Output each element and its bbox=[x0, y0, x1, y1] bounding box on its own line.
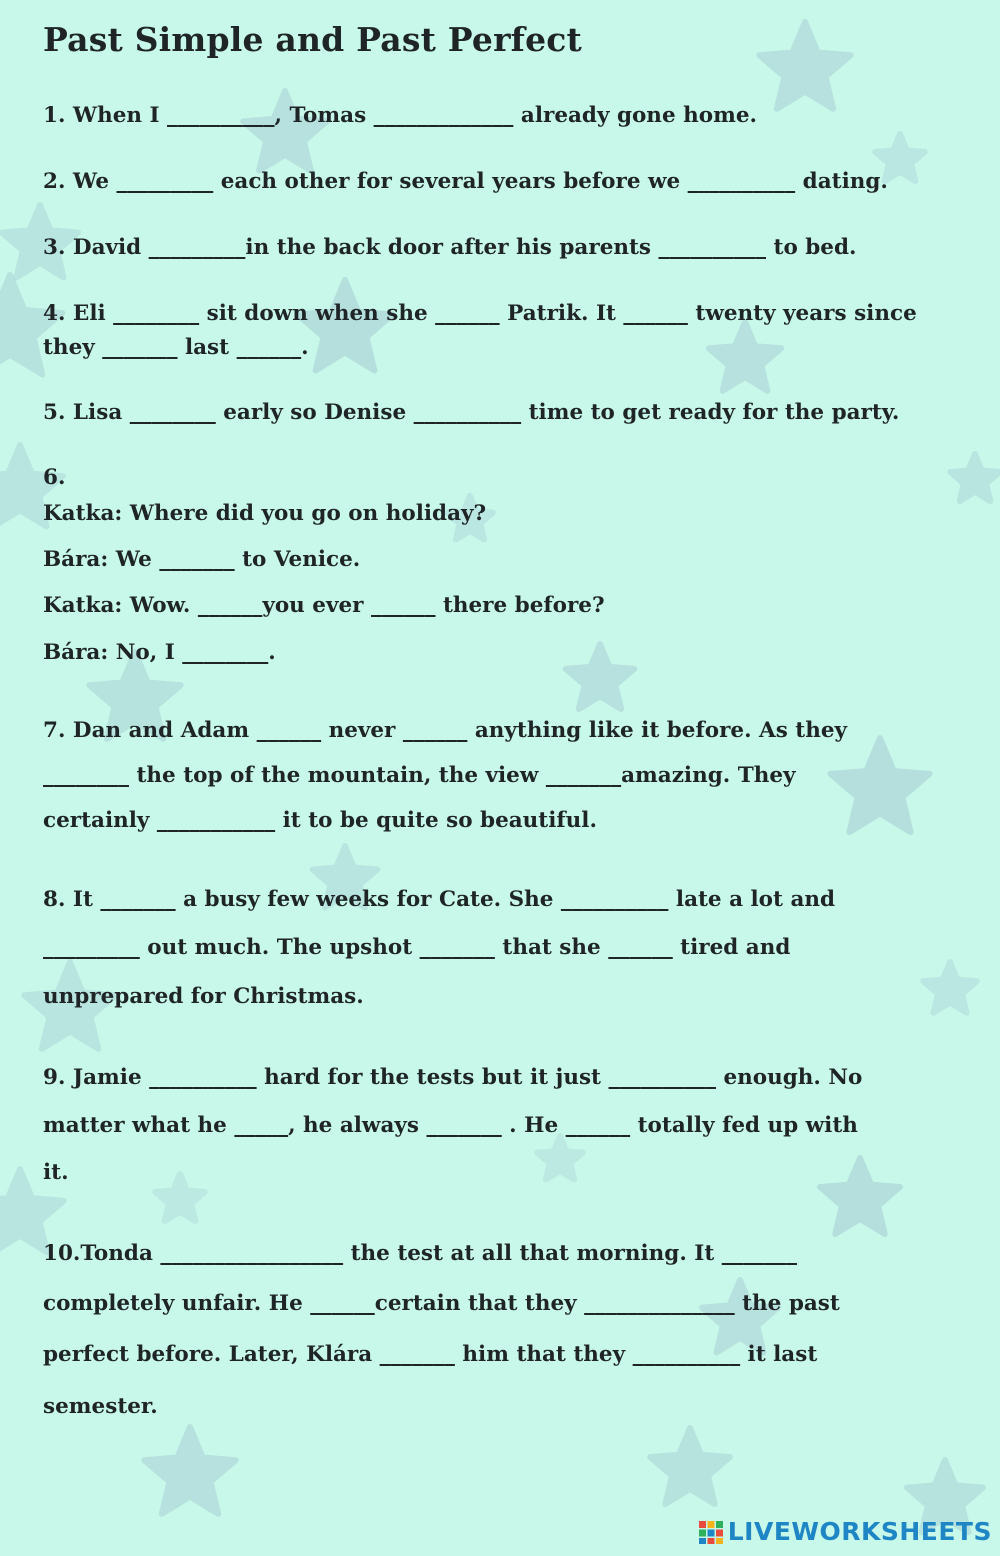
star-shape-16 bbox=[144, 1427, 235, 1514]
exercise-10-line-2: completely unfair. He ______certain that they ______________ the past bbox=[43, 1291, 840, 1316]
exercise-9-line-3: it. bbox=[43, 1160, 69, 1185]
star-shape-19 bbox=[950, 454, 999, 501]
star-shape-17 bbox=[650, 1428, 730, 1504]
exercise-9-line-1: 9. Jamie __________ hard for the tests but it just __________ enough. No bbox=[43, 1065, 863, 1090]
exercise-4-line-1: 4. Eli ________ sit down when she ______ Patrik. It ______ twenty years since bbox=[43, 301, 917, 326]
exercise-7-line-2: ________ the top of the mountain, the view _______amazing. They bbox=[43, 763, 796, 788]
worksheet-title: Past Simple and Past Perfect bbox=[43, 20, 582, 59]
exercise-1: 1. When I __________, Tomas _____________ already gone home. bbox=[43, 103, 757, 128]
exercise-9-line-2: matter what he _____, he always _______ . He ______ totally fed up with bbox=[43, 1113, 858, 1138]
star-shape-22 bbox=[155, 1174, 204, 1221]
exercise-8-line-1: 8. It _______ a busy few weeks for Cate. She __________ late a lot and bbox=[43, 887, 836, 912]
exercise-5: 5. Lisa ________ early so Denise __________ time to get ready for the party. bbox=[43, 400, 900, 425]
exercise-2: 2. We _________ each other for several years before we __________ dating. bbox=[43, 169, 888, 194]
exercise-6-line-2: Bára: We _______ to Venice. bbox=[43, 547, 361, 572]
exercise-7-line-1: 7. Dan and Adam ______ never ______ anything like it before. As they bbox=[43, 718, 848, 743]
exercise-6-number: 6. bbox=[43, 465, 66, 490]
star-shape-24 bbox=[923, 962, 976, 1013]
star-shape-13 bbox=[820, 1158, 900, 1234]
star-shape-23 bbox=[537, 1136, 583, 1179]
star-shape-10 bbox=[831, 738, 930, 832]
exercise-6-line-3: Katka: Wow. ______you ever ______ there before? bbox=[43, 593, 605, 618]
star-shape-6 bbox=[709, 322, 781, 391]
liveworksheets-logo-icon bbox=[698, 1519, 724, 1545]
exercise-8-line-2: _________ out much. The upshot _______ that she ______ tired and bbox=[43, 935, 791, 960]
exercise-6-line-1: Katka: Where did you go on holiday? bbox=[43, 501, 487, 526]
star-shape-8 bbox=[566, 644, 634, 709]
exercise-10-line-4: semester. bbox=[43, 1394, 158, 1419]
star-shape-1 bbox=[759, 22, 850, 109]
liveworksheets-brand[interactable] bbox=[698, 1517, 992, 1546]
exercise-8-line-3: unprepared for Christmas. bbox=[43, 984, 364, 1009]
exercise-3: 3. David _________in the back door after his parents __________ to bed. bbox=[43, 235, 857, 260]
brand-name: LIVEWORKSHEETS bbox=[727, 1517, 992, 1546]
exercise-4-line-2: they _______ last ______. bbox=[43, 335, 309, 360]
exercise-7-line-3: certainly ___________ it to be quite so beautiful. bbox=[43, 808, 597, 833]
exercise-10-line-1: 10.Tonda _________________ the test at all that morning. It _______ bbox=[43, 1241, 798, 1266]
exercise-6-line-4: Bára: No, I ________. bbox=[43, 640, 276, 665]
exercise-10-line-3: perfect before. Later, Klára _______ him that they __________ it last bbox=[43, 1342, 818, 1367]
